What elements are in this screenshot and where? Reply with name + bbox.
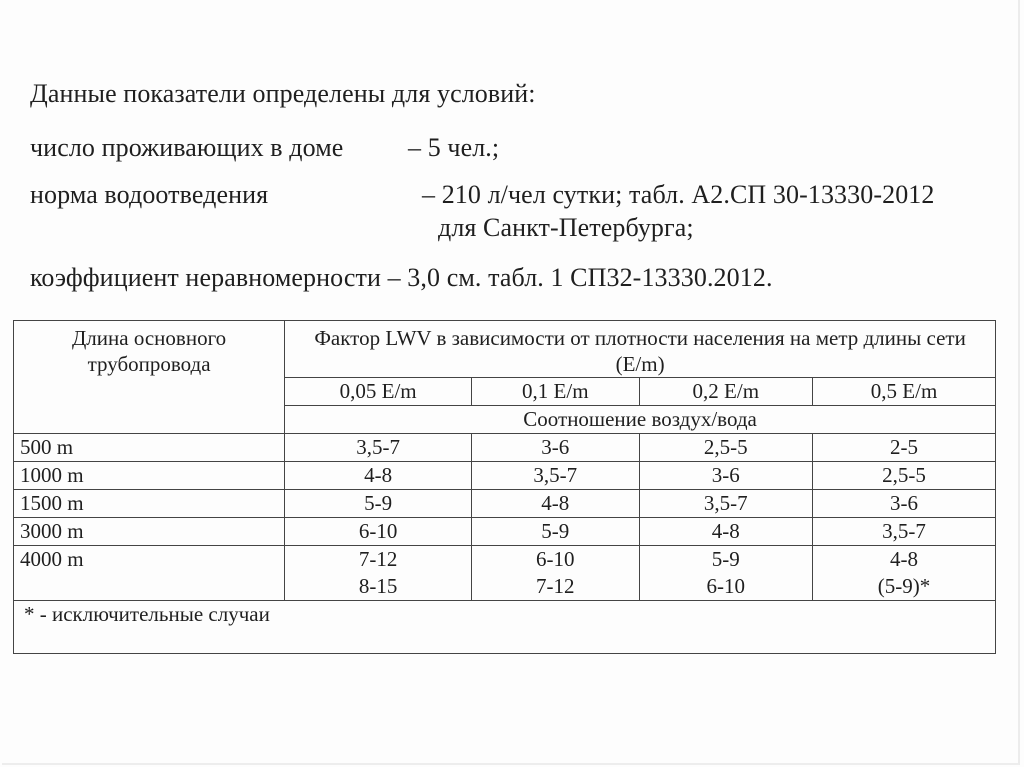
density-column-header: 0,5 E/m (813, 378, 996, 406)
ratio-cell: 4-8 (472, 490, 639, 518)
drainage-label: норма водоотведения (30, 180, 269, 209)
ratio-value-exceptional: 7-12 (536, 574, 575, 598)
ratio-cell: 3-6 (813, 490, 996, 518)
ratio-cell: 3,5-7 (639, 490, 813, 518)
density-column-header: 0,2 E/m (639, 378, 813, 406)
footnote-cell: * - исключительные случаи (14, 601, 996, 654)
ratio-header-cell: Соотношение воздух/вода (285, 406, 996, 434)
table-row (14, 462, 996, 490)
ratio-value: 7-12 (358, 547, 398, 571)
drainage-value-continued: для Санкт-Петербурга; (438, 213, 694, 242)
ratio-cell: 6-10 (285, 518, 472, 546)
ratio-cell: 2,5-5 (813, 462, 996, 490)
group-header-cell: Фактор LWV в зависимости от плотности населения на метр длины сети (E/m) (285, 321, 996, 378)
length-cell: 500 m (14, 434, 285, 462)
ratio-cell: 3,5-7 (813, 518, 996, 546)
lwv-table (13, 320, 996, 654)
length-cell: 4000 m (14, 546, 285, 601)
length-cell: 3000 m (14, 518, 285, 546)
ratio-cell: 3,5-7 (472, 462, 639, 490)
conditions-heading: Данные показатели определены для условий: (30, 79, 536, 108)
ratio-value-exceptional: 8-15 (358, 574, 398, 598)
length-cell: 1000 m (14, 462, 285, 490)
ratio-cell: 2-5 (813, 434, 996, 462)
row-header-cell: Длина основного трубопровода (14, 321, 285, 434)
table-row (14, 518, 996, 546)
ratio-cell: 5-9 (285, 490, 472, 518)
length-cell: 1500 m (14, 490, 285, 518)
table-row (14, 434, 996, 462)
ratio-value-exceptional: 6-10 (706, 574, 746, 598)
ratio-value: 5-9 (711, 547, 740, 571)
ratio-cell (285, 546, 472, 601)
ratio-cell: 3-6 (639, 462, 813, 490)
table-row (14, 546, 996, 601)
ratio-value: 4-8 (890, 547, 919, 571)
ratio-cell: 2,5-5 (639, 434, 813, 462)
residents-value: – 5 чел.; (408, 133, 500, 162)
table-header-row (14, 321, 996, 378)
density-column-header: 0,1 E/m (472, 378, 639, 406)
residents-label: число проживающих в доме (30, 133, 344, 162)
drainage-value: – 210 л/чел сутки; табл. А2.СП 30-13330-2012 (422, 180, 935, 209)
ratio-cell: 4-8 (639, 518, 813, 546)
ratio-cell: 3,5-7 (285, 434, 472, 462)
ratio-cell: 5-9 (472, 518, 639, 546)
table-row (14, 490, 996, 518)
density-column-header: 0,05 E/m (285, 378, 472, 406)
ratio-cell: 3-6 (472, 434, 639, 462)
ratio-value-exceptional: (5-9)* (877, 574, 931, 598)
ratio-cell: 4-8 (285, 462, 472, 490)
ratio-cell (639, 546, 813, 601)
ratio-cell (472, 546, 639, 601)
footnote-row (14, 601, 996, 654)
ratio-cell (813, 546, 996, 601)
ratio-value: 6-10 (536, 547, 575, 571)
coefficient-line: коэффициент неравномерности – 3,0 см. табл. 1 СП32-13330.2012. (30, 263, 773, 292)
